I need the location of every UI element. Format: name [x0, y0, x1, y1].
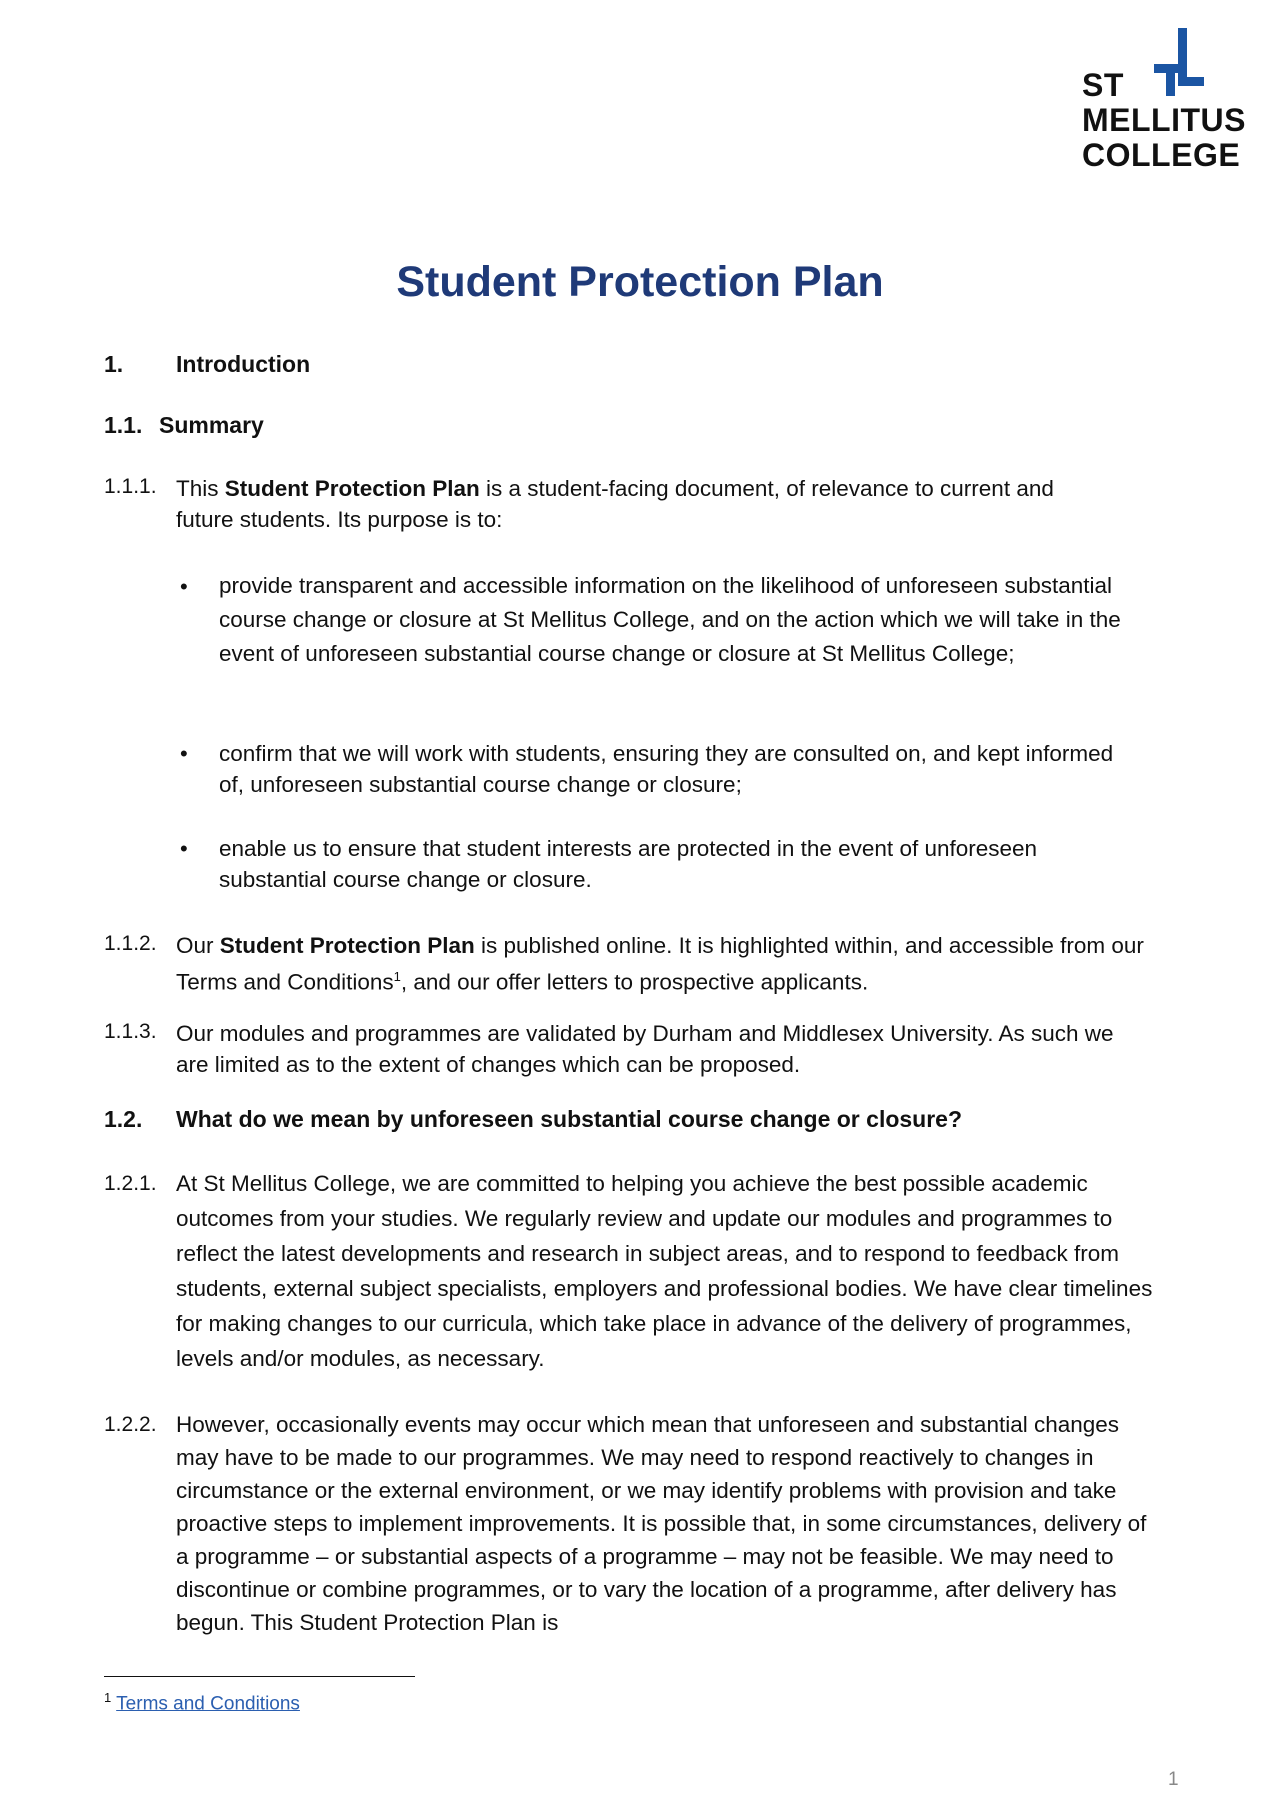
logo-line-2: MELLITUS — [1082, 102, 1246, 138]
footnote — [104, 1690, 300, 1715]
para-1-2-1: At St Mellitus College, we are committed to helping you achieve the best possible academic outcomes from your studies. We regularly review and update our modules and programmes to reflect the latest developments and research in subject areas, and to respond to feedback from students, external subject specialists, employers and professional bodies. We have clear timelines for making changes to our curricula, which take place in advance of the delivery of programmes, levels and/or modules, as necessary. — [176, 1171, 1153, 1371]
para-1-1-1-post: is a student-facing document, of relevance to current and future students. Its purpose is to: — [176, 476, 1054, 532]
college-logo — [1082, 28, 1252, 173]
para-1-1-2-post: , and our offer letters to prospective applicants. — [400, 969, 869, 995]
footnote-divider — [104, 1676, 415, 1677]
para-1-2-1-number: 1.2.1. — [104, 1172, 157, 1195]
logo-wordmark — [1082, 68, 1246, 173]
bullet-2-symbol: • — [180, 741, 188, 766]
page-title: Student Protection Plan — [396, 258, 884, 306]
para-1-1-2-mid: is published online. It is highlighted within, and accessible from our Terms and Conditions — [176, 933, 1144, 995]
para-1-1-1-number: 1.1.1. — [104, 475, 157, 498]
para-1-2-2: However, occasionally events may occur which mean that unforeseen and substantial changes may have to be made to our programmes. We may need to respond reactively to changes in circumstance or the external environment, or we may identify problems with provision and take proactive steps to implement improvements. It is possible that, in some circumstances, delivery of a programme – or substantial aspects of a programme – may not be feasible. We may need to discontinue or combine programmes, or to vary the location of a programme, after delivery has begun. This Student Protection Plan is — [176, 1412, 1147, 1635]
terms-and-conditions-link[interactable]: Terms and Conditions — [116, 1693, 300, 1715]
bullet-3-symbol: • — [180, 836, 188, 861]
para-1-1-2 — [176, 930, 1171, 998]
para-1-1-1-bold: Student Protection Plan — [224, 476, 480, 501]
section-1-number: 1. — [104, 351, 124, 377]
footnote-ref[interactable]: 1 — [393, 969, 401, 984]
section-1-heading: Introduction — [176, 351, 311, 377]
bullet-2-text: confirm that we will work with students, ensuring they are consulted on, and kept informed of, unforeseen substantial course change or closure; — [219, 741, 1114, 797]
section-1-2-heading: What do we mean by unforeseen substantial course change or closure? — [176, 1106, 963, 1132]
para-1-2-2-number: 1.2.2. — [104, 1413, 157, 1436]
para-1-1-1 — [176, 473, 1111, 535]
para-1-1-2-pre: Our — [176, 933, 220, 958]
para-1-1-1-pre: This — [176, 476, 225, 501]
para-1-1-3: Our modules and programmes are validated by Durham and Middlesex University. As such we are limited as to the extent of changes which can be proposed. — [176, 1021, 1114, 1077]
footnote-number: 1 — [104, 1690, 112, 1705]
logo-line-1: ST — [1082, 67, 1124, 103]
section-1-1-number: 1.1. — [104, 412, 143, 438]
bullet-1-symbol: • — [180, 574, 188, 599]
section-1-1-heading: Summary — [159, 412, 264, 438]
para-1-1-2-number: 1.1.2. — [104, 932, 157, 955]
para-1-1-3-number: 1.1.3. — [104, 1020, 157, 1043]
section-1-2-number: 1.2. — [104, 1106, 143, 1132]
bullet-3-text: enable us to ensure that student interests are protected in the event of unforeseen substantial course change or closure. — [219, 836, 1038, 892]
bullet-1-text: provide transparent and accessible information on the likelihood of unforeseen substantial course change or closure at St Mellitus College, and on the action which we will take in the event of unforeseen substantial course change or closure at St Mellitus College; — [219, 573, 1121, 666]
logo-line-3: COLLEGE — [1082, 137, 1241, 173]
para-1-1-2-bold: Student Protection Plan — [219, 933, 475, 958]
page-number: 1 — [1168, 1769, 1179, 1790]
